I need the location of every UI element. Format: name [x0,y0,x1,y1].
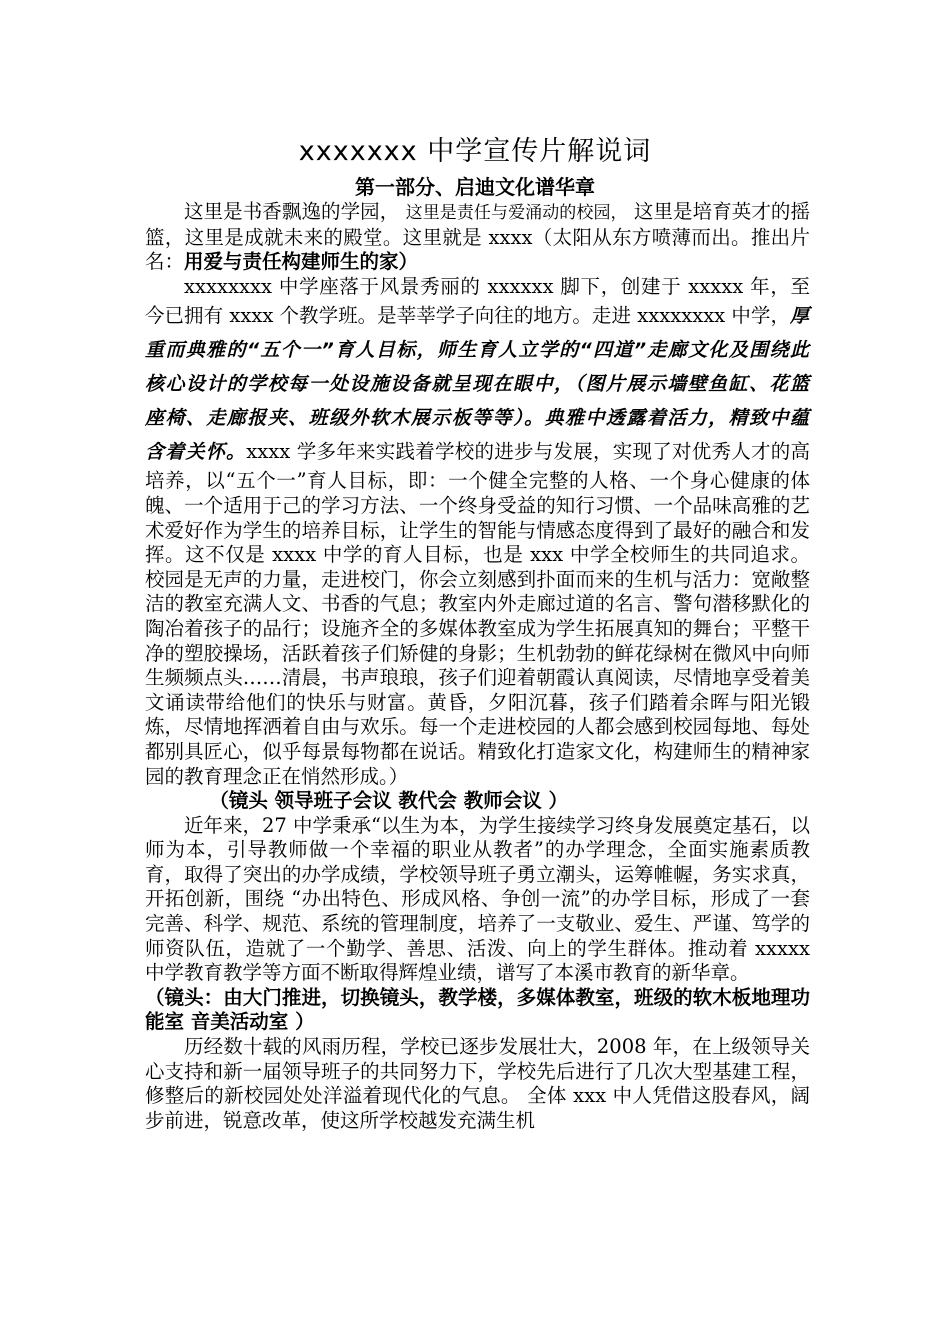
intro-text-a: 这里是书香飘逸的学园， [184,200,400,223]
film-title: 用爱与责任构建师生的家） [184,250,419,274]
document-title: xxxxxxx 中学宣传片解说词 [298,136,652,167]
school-intro-text: xxxxxxxx 中学座落于风景秀丽的 xxxxxx 脚下，创建于 xxxxx 年，至今已拥有 xxxx 个教学班。是莘莘学子向往的地方。走进 xxxxxxxx 中学， [145,274,810,328]
paragraph-philosophy: 近年来，27 中学秉承“以生为本，为学生接续学习终身发展奠定基石，以师为本，引导教师做一个幸福的职业从教者”的办学理念，全面实施素质教育，取得了突出的办学成绩，学校领导班子勇立潮头，运筹帷幄，务实求真，开拓创新，围绕 “办出特色、形成风格、争创一流”的办学目标，形成了一套完善、科学、规范、系统的管理制度，培养了一支敬业、爱生、严谨、笃学的师资队伍，造就了一个勤学、善思、活泼、向上的学生群体。推动着 xxxxx 中学教育教学等方面不断取得辉煌业绩，谱写了本溪市教育的新华章。 [145,813,810,985]
intro-text-b: 这里是责任与爱涌动的校园， [405,203,628,223]
paragraph-school-intro [145,275,810,789]
shot-note-campus: （镜头：由大门推进，切换镜头，教学楼，多媒体教室，班级的软木板地理功能室 音美活动室 ） [145,985,810,1034]
document-body [145,200,810,1133]
intro-text-c: 这里是培育英才的摇篮，这里是成就未来的殿堂。这里就是 xxxx（太阳从东方喷薄而出。推出片名： [145,200,810,274]
paragraph-intro [145,200,810,275]
paragraph-history: 历经数十载的风雨历程，学校已逐步发展壮大，2008 年，在上级领导关心支持和新一届领导班子的共同努力下，学校先后进行了几次大型基建工程，修整后的新校园处处洋溢着现代化的气息。 全体 xxx 中人凭借这股春风，阔步前进，锐意改革，使这所学校越发充满生机 [145,1035,810,1132]
section-heading: 第一部分、启迪文化谱华章 [355,175,595,199]
culture-highlight-text: 厚重而典雅的“五个一”育人目标，师生育人立学的“四道”走廊文化及围绕此核心设计的学校每一处设施设备就呈现在眼中，（图片展示墙壁鱼缸、花篮座椅、走廊报夹、班级外软木展示板等等）。典雅中透露着活力，精致中蕴含着关怀。 [145,305,810,464]
shot-note-meeting: （镜头 领导班子会议 教代会 教师会议 ） [209,789,568,813]
school-goals-text: xxxx 学多年来实践着学校的进步与发展，实现了对优秀人才的高培养，以“五个一”育人目标，即：一个健全完整的人格、一个身心健康的体魄、一个适用于己的学习方法、一个终身受益的知行习惯、一个品味高雅的艺术爱好作为学生的培养目标，让学生的智能与情感态度得到了最好的融合和发挥。这不仅是 xxxx 中学的育人目标，也是 xxx 中学全校师生的共同追求。校园是无声的力量，走进校门，你会立刻感到扑面而来的生机与活力：宽敞整洁的教室充满人文、书香的气息；教室内外走廊过道的名言、警句潜移默化的陶冶着孩子的品行；设施齐全的多媒体教室成为学生拓展真知的舞台；平整干净的塑胶操场，活跃着孩子们矫健的身影；生机勃勃的鲜花绿树在微风中向师生频频点头……清晨，书声琅琅，孩子们迎着朝霞认真阅读，尽情地享受着美文诵读带给他们的快乐与财富。黄昏，夕阳沉暮，孩子们踏着余晖与阳光锻炼，尽情地挥洒着自由与欢乐。每一个走进校园的人都会感到校园每地、每处都别具匠心，似乎每景每物都在说话。精致化打造家文化，构建师生的精神家园的教育理念正在悄然形成。） [145,440,810,788]
